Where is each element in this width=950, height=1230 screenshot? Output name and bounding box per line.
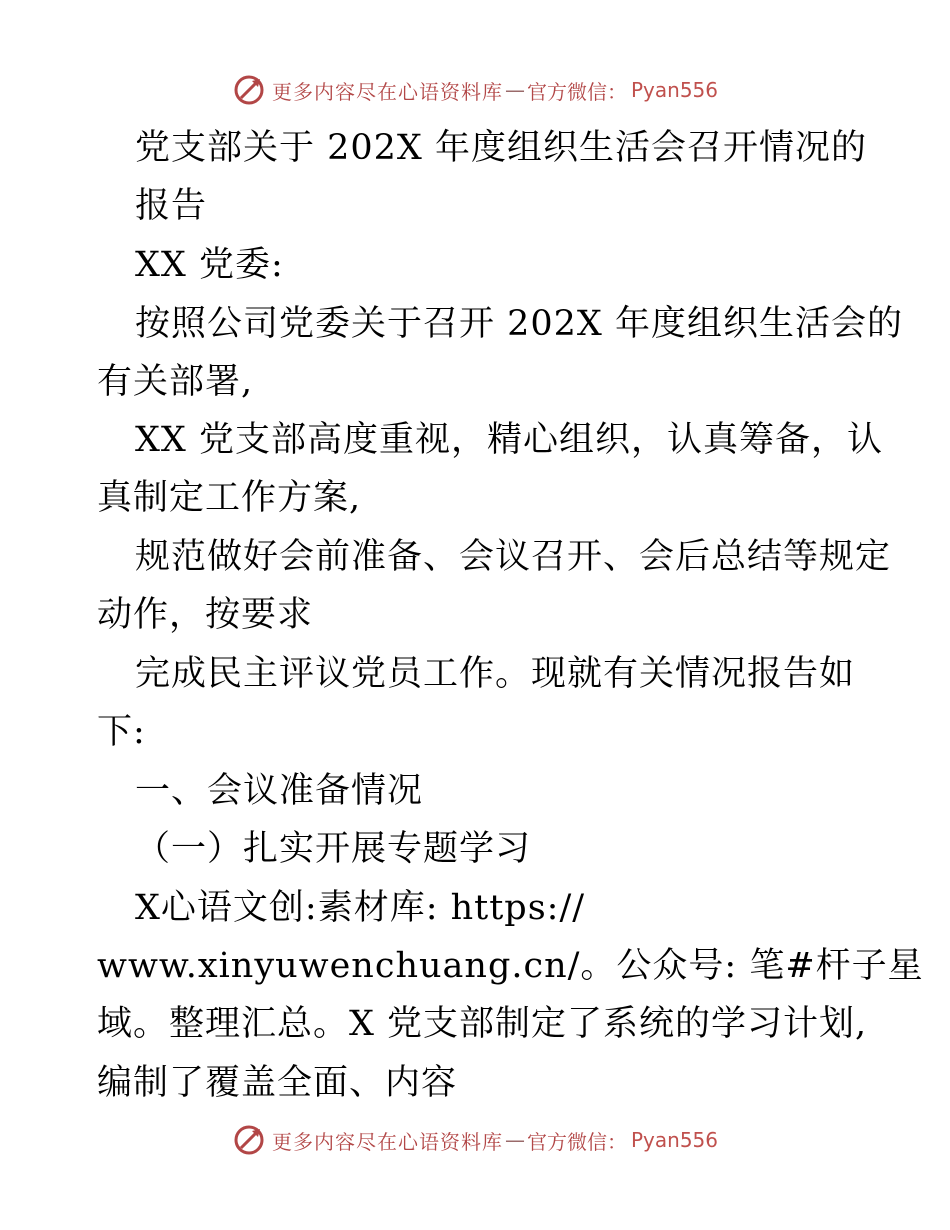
body-line: 编制了覆盖全面、内容 (97, 1063, 458, 1103)
banner-prefix: 更多内容尽在心语资料库 (271, 79, 503, 104)
body-line: 有关部署, (97, 362, 254, 402)
quill-seal-icon (232, 1123, 266, 1157)
title-line-1: 党支部关于 202X 年度组织生活会召开情况的 (135, 128, 867, 168)
body-line: 真制定工作方案, (97, 478, 362, 518)
title-line-2: 报告 (135, 186, 208, 226)
salutation: XX 党委: (135, 245, 284, 285)
banner-dash: — (504, 1128, 525, 1152)
banner-wechat-id: Pyan556 (630, 78, 718, 102)
body-line: 完成民主评议党员工作。现就有关情况报告如 (135, 654, 856, 694)
banner-dash: — (504, 78, 525, 102)
body-line: 域。整理汇总。X 党支部制定了系统的学习计划, (97, 1004, 868, 1044)
banner-suffix: 官方微信： (526, 79, 627, 104)
body-line: 规范做好会前准备、会议召开、会后总结等规定 (135, 537, 892, 577)
footer-watermark-banner (0, 1120, 950, 1160)
body-line: 下: (97, 712, 146, 752)
banner-suffix: 官方微信： (526, 1129, 627, 1154)
body-line: X心语文创:素材库: https:// (135, 888, 586, 928)
body-line: 动作，按要求 (97, 595, 314, 635)
banner-wechat-id: Pyan556 (630, 1128, 718, 1152)
section-heading: 一、会议准备情况 (135, 771, 424, 811)
body-line: 按照公司党委关于召开 202X 年度组织生活会的 (135, 304, 903, 344)
body-line: www.xinyuwenchuang.cn/。公众号: 笔#杆子星 (97, 946, 924, 986)
subsection-heading: （一）扎实开展专题学习 (135, 829, 532, 869)
banner-prefix: 更多内容尽在心语资料库 (271, 1129, 503, 1154)
body-line: XX 党支部高度重视，精心组织，认真筹备，认 (135, 420, 883, 460)
